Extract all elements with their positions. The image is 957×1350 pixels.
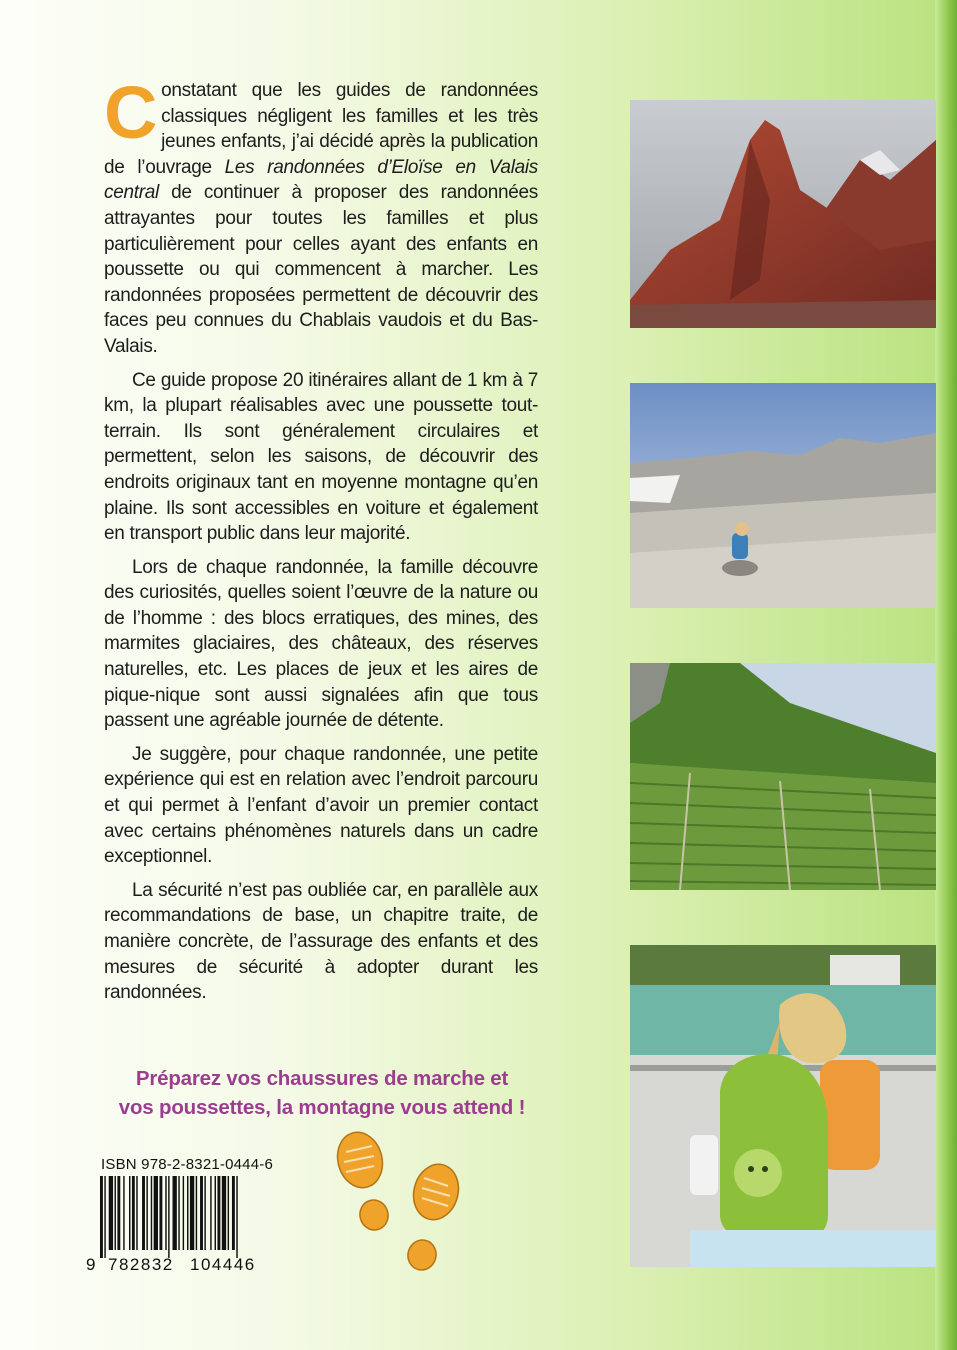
photo-vineyard-terraces [630,663,936,890]
isbn-barcode [86,1174,272,1274]
paragraph-5: La sécurité n’est pas oubliée car, en parallèle aux recommandations de base, un chapitre traite, de manière concrète, de l’assurage des enfants et des mesures de sécurité à adopter durant les randonnées. [104,879,538,1004]
isbn-label: ISBN 978-2-8321-0444-6 [101,1156,274,1173]
photo-child-on-boat [630,945,936,1267]
paragraph-1: Constatant que les guides de randonnées classiques négligent les familles et les très jeunes enfants, j’ai décidé après la publication de l’ouvrage Les randonnées d’Eloïse en Valais central de continuer à proposer des randonnées attrayantes pour toutes les familles et plus particulièrement pour celles ayant des enfants en poussette ou qui commencent à marcher. Les randonnées proposées permettent de découvrir des faces peu connues du Chablais vaudois et du Bas-Valais. [104,71,538,357]
paragraph-2: Ce guide propose 20 itinéraires allant de 1 km à 7 km, la plupart réalisables avec une poussette tout-terrain. Ils sont généralement circulaires et permettent, selon les saisons, de découvrir des endroits originaux tant en moyenne montagne qu’en plaine. Ils sont accessibles en voiture et également en transport public dans leur majorité. [104,369,538,545]
barcode-right-digits: 104446 [190,1255,256,1274]
tagline-line-1: Préparez vos chaussures de marche et [135,1067,509,1090]
photo-red-mountain [630,100,936,328]
back-cover-text [104,71,538,1014]
book-spine [935,0,957,1350]
barcode-left-digits: 782832 [108,1255,174,1274]
footprint-icon [405,1159,465,1273]
tagline-line-2: vos poussettes, la montagne vous attend ! [118,1096,526,1119]
tagline [100,1064,544,1122]
barcode-lead-digit: 9 [86,1255,96,1274]
paragraph-3: Lors de chaque randonnée, la famille découvre des curiosités, quelles soient l’œuvre de la nature ou de l’homme : des blocs erratiques, des mines, des marmites glaciaires, des châteaux, des réserves naturelles, etc. Les places de jeux et les aires de pique-nique sont aussi signalées afin que tous passent une agréable journée de détente. [104,556,538,732]
drop-cap: C [104,71,158,154]
footprints [328,1130,478,1290]
photo-child-on-rocks [630,383,936,608]
footprint-icon [332,1130,392,1233]
paragraph-4: Je suggère, pour chaque randonnée, une petite expérience qui est en relation avec l’endroit parcouru et qui permet à l’enfant d’avoir un premier contact avec certains phénomènes naturels dans un cadre exceptionnel. [104,743,538,868]
book-title-italic: Les randonnées d’Eloïse en Valais central [104,156,538,204]
